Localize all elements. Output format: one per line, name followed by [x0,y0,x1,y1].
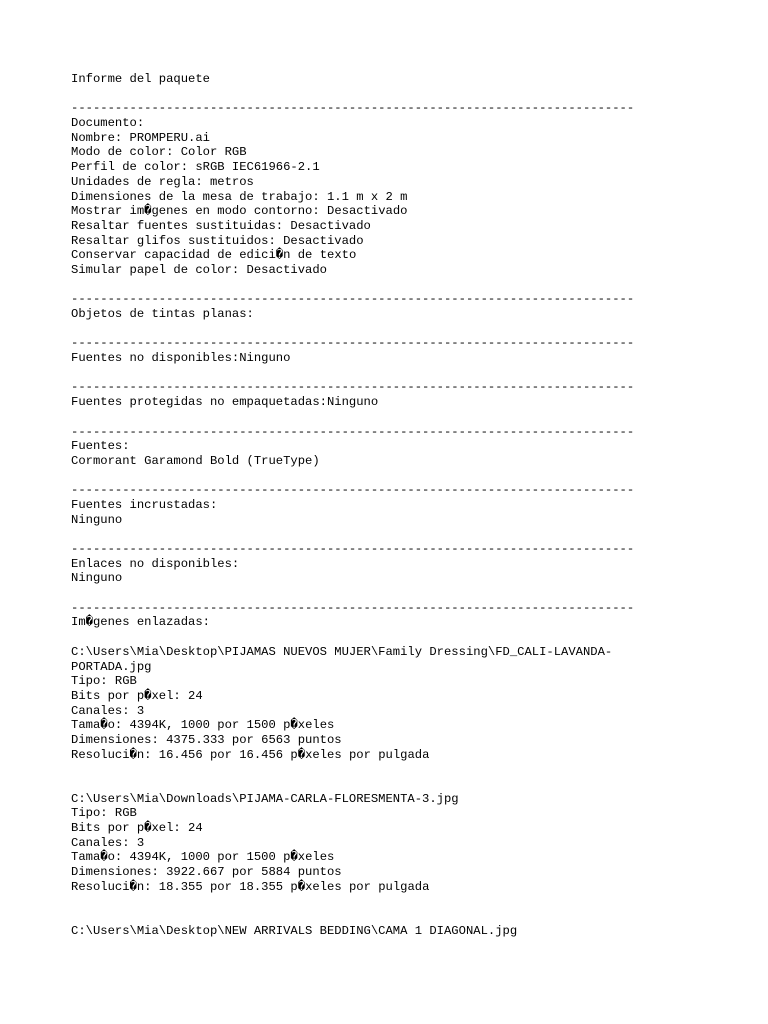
report-line: Resoluci�n: 16.456 por 16.456 p�xeles por pulgada [71,747,430,762]
report-line: Fuentes incrustadas: [71,497,218,512]
report-line: Resoluci�n: 18.355 por 18.355 p�xeles por pulgada [71,879,430,894]
section-divider: ----------------------------------------------------------------------------- [71,380,635,395]
report-line: Tama�o: 4394K, 1000 por 1500 p�xeles [71,718,335,733]
report-line: Tipo: RGB [71,806,137,821]
report-line: C:\Users\Mia\Desktop\PIJAMAS NUEVOS MUJER\Family Dressing\FD_CALI-LAVANDA- [71,644,613,659]
report-line: Perfil de color: sRGB IEC61966-2.1 [71,160,320,175]
report-line: Im�genes enlazadas: [71,615,210,630]
report-line: Objetos de tintas planas: [71,307,254,321]
report-title: Informe del paquete [71,72,210,86]
report-line: Bits por p�xel: 24 [71,688,203,703]
report-line: Resaltar glifos sustituidos: Desactivado [71,233,364,248]
report-line: C:\Users\Mia\Desktop\NEW ARRIVALS BEDDING\CAMA 1 DIAGONAL.jpg [71,923,518,938]
report-line: Tipo: RGB [71,674,137,689]
report-line: Conservar capacidad de edici�n de texto [71,248,357,263]
report-line: Modo de color: Color RGB [71,145,247,160]
section-divider: ----------------------------------------------------------------------------- [71,483,635,498]
blank-line [71,895,671,910]
report-line: Resaltar fuentes sustituidas: Desactivado [71,218,371,233]
blank-line [71,527,671,542]
report-line: Bits por p�xel: 24 [71,821,203,836]
section-divider: ----------------------------------------------------------------------------- [71,336,635,351]
report-line: Dimensiones de la mesa de trabajo: 1.1 m x 2 m [71,189,408,204]
report-line: Nombre: PROMPERU.ai [71,130,210,145]
section-divider: ----------------------------------------------------------------------------- [71,542,635,556]
package-report-text [71,72,671,939]
section-divider: ----------------------------------------------------------------------------- [71,424,635,439]
report-line: Fuentes protegidas no empaquetadas:Ninguno [71,395,379,410]
report-line: Tama�o: 4394K, 1000 por 1500 p�xeles [71,850,335,865]
blank-line [71,87,671,102]
blank-line [71,278,671,293]
report-line: Fuentes no disponibles:Ninguno [71,351,291,366]
section-divider: ----------------------------------------------------------------------------- [71,101,635,116]
report-line: Simular papel de color: Desactivado [71,262,327,277]
report-line: C:\Users\Mia\Downloads\PIJAMA-CARLA-FLORESMENTA-3.jpg [71,791,459,806]
report-line: Ninguno [71,512,123,527]
report-line: Fuentes: [71,439,130,454]
blank-line [71,777,671,792]
report-line: Documento: [71,116,145,131]
blank-line [71,366,671,381]
blank-line [71,586,671,601]
blank-line [71,762,671,777]
blank-line [71,909,671,924]
report-line: Cormorant Garamond Bold (TrueType) [71,453,320,468]
section-divider: ----------------------------------------------------------------------------- [71,600,635,615]
report-line: Mostrar im�genes en modo contorno: Desactivado [71,204,408,219]
report-line: Canales: 3 [71,835,145,850]
report-line: Dimensiones: 4375.333 por 6563 puntos [71,732,342,747]
report-line: Dimensiones: 3922.667 por 5884 puntos [71,865,342,880]
report-line: Canales: 3 [71,703,145,718]
report-line: Unidades de regla: metros [71,174,254,189]
report-line: Ninguno [71,571,123,586]
blank-line [71,322,671,337]
report-line: PORTADA.jpg [71,659,152,674]
report-line: Enlaces no disponibles: [71,556,240,571]
blank-line [71,630,671,645]
section-divider: ----------------------------------------------------------------------------- [71,292,635,307]
blank-line [71,410,671,425]
blank-line [71,469,671,484]
